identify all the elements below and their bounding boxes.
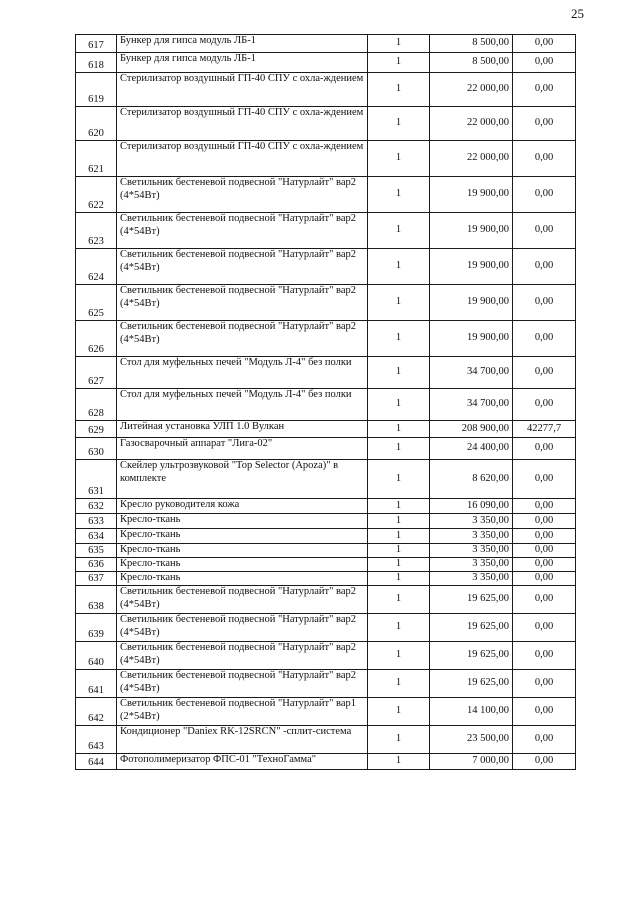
depreciation-cell: 0,00	[513, 726, 576, 754]
quantity-cell: 1	[368, 614, 430, 642]
table-row	[76, 499, 576, 514]
item-name-cell: Бункер для гипса модуль ЛБ-1	[117, 35, 368, 53]
depreciation-cell: 0,00	[513, 572, 576, 586]
quantity-cell: 1	[368, 107, 430, 141]
quantity-cell: 1	[368, 53, 430, 73]
row-number-cell: 619	[76, 73, 117, 107]
price-cell: 3 350,00	[430, 558, 513, 572]
table-row	[76, 73, 576, 107]
row-number-cell: 632	[76, 499, 117, 514]
quantity-cell: 1	[368, 249, 430, 285]
table-row	[76, 544, 576, 558]
row-number-cell: 644	[76, 754, 117, 770]
depreciation-cell: 0,00	[513, 213, 576, 249]
row-number-cell: 631	[76, 460, 117, 499]
quantity-cell: 1	[368, 73, 430, 107]
depreciation-cell: 0,00	[513, 321, 576, 357]
row-number-cell: 625	[76, 285, 117, 321]
depreciation-cell: 0,00	[513, 285, 576, 321]
price-cell: 19 625,00	[430, 586, 513, 614]
depreciation-cell: 0,00	[513, 141, 576, 177]
price-cell: 34 700,00	[430, 389, 513, 421]
row-number-cell: 636	[76, 558, 117, 572]
price-cell: 23 500,00	[430, 726, 513, 754]
quantity-cell: 1	[368, 698, 430, 726]
row-number-cell: 635	[76, 544, 117, 558]
row-number-cell: 643	[76, 726, 117, 754]
depreciation-cell: 42277,7	[513, 421, 576, 438]
item-name-cell: Кресло-ткань	[117, 558, 368, 572]
depreciation-cell: 0,00	[513, 754, 576, 770]
quantity-cell: 1	[368, 726, 430, 754]
row-number-cell: 622	[76, 177, 117, 213]
depreciation-cell: 0,00	[513, 670, 576, 698]
table-row	[76, 141, 576, 177]
price-cell: 8 620,00	[430, 460, 513, 499]
item-name-cell: Светильник бестеневой подвесной "Натурлайт" вар2 (4*54Вт)	[117, 614, 368, 642]
quantity-cell: 1	[368, 558, 430, 572]
row-number-cell: 634	[76, 529, 117, 544]
depreciation-cell: 0,00	[513, 249, 576, 285]
depreciation-cell: 0,00	[513, 177, 576, 213]
price-cell: 19 900,00	[430, 285, 513, 321]
price-cell: 16 090,00	[430, 499, 513, 514]
row-number-cell: 638	[76, 586, 117, 614]
price-cell: 19 625,00	[430, 642, 513, 670]
table-row	[76, 357, 576, 389]
quantity-cell: 1	[368, 499, 430, 514]
depreciation-cell: 0,00	[513, 529, 576, 544]
row-number-cell: 630	[76, 438, 117, 460]
quantity-cell: 1	[368, 321, 430, 357]
row-number-cell: 629	[76, 421, 117, 438]
quantity-cell: 1	[368, 285, 430, 321]
price-cell: 7 000,00	[430, 754, 513, 770]
quantity-cell: 1	[368, 670, 430, 698]
table-row	[76, 642, 576, 670]
table-row	[76, 389, 576, 421]
inventory-table-body	[76, 35, 576, 770]
inventory-table	[75, 34, 576, 770]
price-cell: 22 000,00	[430, 141, 513, 177]
depreciation-cell: 0,00	[513, 586, 576, 614]
depreciation-cell: 0,00	[513, 389, 576, 421]
table-row	[76, 726, 576, 754]
item-name-cell: Литейная установка УЛП 1.0 Вулкан	[117, 421, 368, 438]
item-name-cell: Стерилизатор воздушный ГП-40 СПУ с охла-ждением	[117, 141, 368, 177]
depreciation-cell: 0,00	[513, 499, 576, 514]
row-number-cell: 620	[76, 107, 117, 141]
table-row	[76, 421, 576, 438]
item-name-cell: Стол для муфельных печей "Модуль Л-4" без полки	[117, 357, 368, 389]
price-cell: 3 350,00	[430, 529, 513, 544]
item-name-cell: Стол для муфельных печей "Модуль Л-4" без полки	[117, 389, 368, 421]
quantity-cell: 1	[368, 35, 430, 53]
item-name-cell: Кресло-ткань	[117, 529, 368, 544]
price-cell: 19 625,00	[430, 670, 513, 698]
item-name-cell: Светильник бестеневой подвесной "Натурлайт" вар2 (4*54Вт)	[117, 249, 368, 285]
depreciation-cell: 0,00	[513, 642, 576, 670]
depreciation-cell: 0,00	[513, 614, 576, 642]
quantity-cell: 1	[368, 586, 430, 614]
quantity-cell: 1	[368, 213, 430, 249]
quantity-cell: 1	[368, 389, 430, 421]
row-number-cell: 617	[76, 35, 117, 53]
price-cell: 8 500,00	[430, 53, 513, 73]
row-number-cell: 624	[76, 249, 117, 285]
depreciation-cell: 0,00	[513, 107, 576, 141]
table-row	[76, 754, 576, 770]
item-name-cell: Газосварочный аппарат "Лига-02"	[117, 438, 368, 460]
quantity-cell: 1	[368, 177, 430, 213]
quantity-cell: 1	[368, 544, 430, 558]
price-cell: 22 000,00	[430, 73, 513, 107]
table-row	[76, 285, 576, 321]
price-cell: 3 350,00	[430, 572, 513, 586]
row-number-cell: 628	[76, 389, 117, 421]
price-cell: 19 900,00	[430, 177, 513, 213]
row-number-cell: 642	[76, 698, 117, 726]
price-cell: 19 900,00	[430, 249, 513, 285]
table-row	[76, 586, 576, 614]
quantity-cell: 1	[368, 460, 430, 499]
table-row	[76, 213, 576, 249]
item-name-cell: Светильник бестеневой подвесной "Натурлайт" вар2 (4*54Вт)	[117, 670, 368, 698]
quantity-cell: 1	[368, 642, 430, 670]
price-cell: 8 500,00	[430, 35, 513, 53]
table-row	[76, 614, 576, 642]
row-number-cell: 623	[76, 213, 117, 249]
depreciation-cell: 0,00	[513, 35, 576, 53]
table-row	[76, 514, 576, 529]
quantity-cell: 1	[368, 357, 430, 389]
row-number-cell: 621	[76, 141, 117, 177]
item-name-cell: Скейлер ультрозвуковой "Top Selector (Apoza)" в комплекте	[117, 460, 368, 499]
price-cell: 19 900,00	[430, 213, 513, 249]
item-name-cell: Кондиционер "Daniex RK-12SRCN" -сплит-система	[117, 726, 368, 754]
table-row	[76, 249, 576, 285]
quantity-cell: 1	[368, 438, 430, 460]
price-cell: 22 000,00	[430, 107, 513, 141]
depreciation-cell: 0,00	[513, 544, 576, 558]
item-name-cell: Светильник бестеневой подвесной "Натурлайт" вар2 (4*54Вт)	[117, 586, 368, 614]
row-number-cell: 626	[76, 321, 117, 357]
table-row	[76, 438, 576, 460]
table-row	[76, 107, 576, 141]
depreciation-cell: 0,00	[513, 438, 576, 460]
row-number-cell: 618	[76, 53, 117, 73]
depreciation-cell: 0,00	[513, 558, 576, 572]
row-number-cell: 637	[76, 572, 117, 586]
price-cell: 3 350,00	[430, 514, 513, 529]
row-number-cell: 627	[76, 357, 117, 389]
depreciation-cell: 0,00	[513, 357, 576, 389]
item-name-cell: Кресло-ткань	[117, 544, 368, 558]
item-name-cell: Фотополимеризатор ФПС-01 "ТехноГамма"	[117, 754, 368, 770]
row-number-cell: 641	[76, 670, 117, 698]
table-row	[76, 529, 576, 544]
item-name-cell: Светильник бестеневой подвесной "Натурлайт" вар2 (4*54Вт)	[117, 642, 368, 670]
item-name-cell: Стерилизатор воздушный ГП-40 СПУ с охла-ждением	[117, 107, 368, 141]
item-name-cell: Кресло-ткань	[117, 572, 368, 586]
price-cell: 3 350,00	[430, 544, 513, 558]
item-name-cell: Бункер для гипса модуль ЛБ-1	[117, 53, 368, 73]
item-name-cell: Светильник бестеневой подвесной "Натурлайт" вар2 (4*54Вт)	[117, 177, 368, 213]
price-cell: 208 900,00	[430, 421, 513, 438]
item-name-cell: Светильник бестеневой подвесной "Натурлайт" вар2 (4*54Вт)	[117, 321, 368, 357]
item-name-cell: Светильник бестеневой подвесной "Натурлайт" вар1 (2*54Вт)	[117, 698, 368, 726]
table-row	[76, 670, 576, 698]
row-number-cell: 640	[76, 642, 117, 670]
page-number: 25	[571, 6, 584, 21]
quantity-cell: 1	[368, 421, 430, 438]
table-row	[76, 321, 576, 357]
item-name-cell: Кресло руководителя кожа	[117, 499, 368, 514]
row-number-cell: 639	[76, 614, 117, 642]
depreciation-cell: 0,00	[513, 460, 576, 499]
item-name-cell: Светильник бестеневой подвесной "Натурлайт" вар2 (4*54Вт)	[117, 285, 368, 321]
depreciation-cell: 0,00	[513, 73, 576, 107]
row-number-cell: 633	[76, 514, 117, 529]
price-cell: 19 900,00	[430, 321, 513, 357]
quantity-cell: 1	[368, 514, 430, 529]
quantity-cell: 1	[368, 754, 430, 770]
quantity-cell: 1	[368, 529, 430, 544]
table-row	[76, 460, 576, 499]
price-cell: 34 700,00	[430, 357, 513, 389]
item-name-cell: Кресло-ткань	[117, 514, 368, 529]
item-name-cell: Стерилизатор воздушный ГП-40 СПУ с охла-ждением	[117, 73, 368, 107]
table-row	[76, 53, 576, 73]
table-row	[76, 177, 576, 213]
depreciation-cell: 0,00	[513, 698, 576, 726]
price-cell: 14 100,00	[430, 698, 513, 726]
price-cell: 24 400,00	[430, 438, 513, 460]
item-name-cell: Светильник бестеневой подвесной "Натурлайт" вар2 (4*54Вт)	[117, 213, 368, 249]
depreciation-cell: 0,00	[513, 53, 576, 73]
table-row	[76, 35, 576, 53]
quantity-cell: 1	[368, 572, 430, 586]
table-row	[76, 558, 576, 572]
depreciation-cell: 0,00	[513, 514, 576, 529]
quantity-cell: 1	[368, 141, 430, 177]
table-row	[76, 698, 576, 726]
price-cell: 19 625,00	[430, 614, 513, 642]
table-row	[76, 572, 576, 586]
